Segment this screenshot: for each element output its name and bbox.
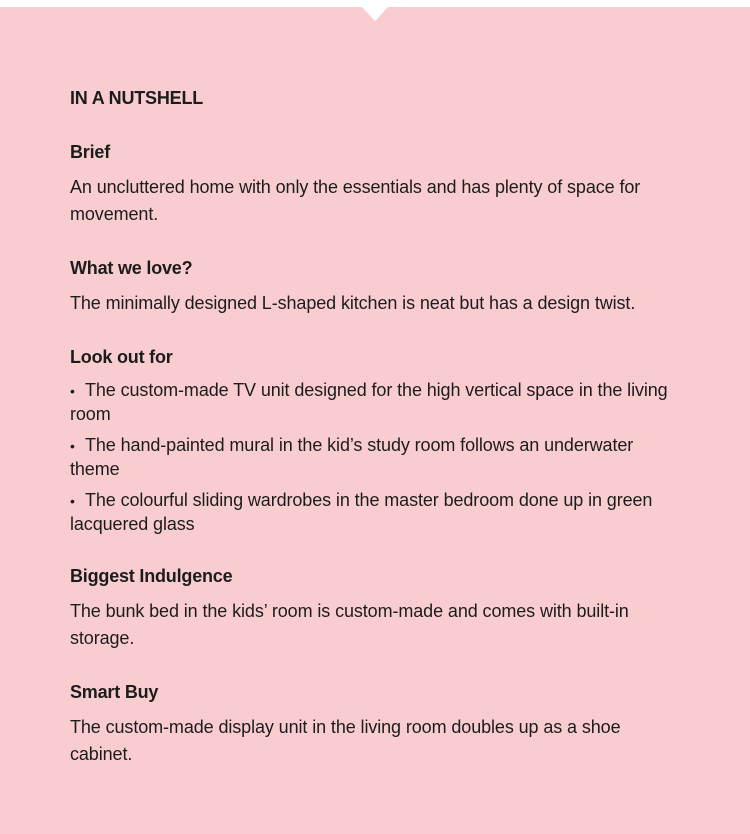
list-item-text: The custom-made TV unit designed for the high vertical space in the living room [70, 380, 668, 424]
bullet-icon: • [70, 438, 75, 454]
smart-buy-title: Smart Buy [70, 682, 159, 702]
look-out-for-section [70, 346, 680, 536]
biggest-indulgence-section [70, 565, 680, 652]
pointer-notch [362, 7, 388, 21]
section-heading: IN A NUTSHELL [70, 88, 204, 108]
what-we-love-body: The minimally designed L-shaped kitchen is neat but has a design twist. [70, 293, 636, 313]
brief-section [70, 141, 680, 228]
nutshell-content [70, 87, 680, 797]
what-we-love-title: What we love? [70, 258, 193, 278]
look-out-for-title: Look out for [70, 347, 173, 367]
list-item [70, 434, 680, 481]
biggest-indulgence-body: The bunk bed in the kids’ room is custom-made and comes with built-in storage. [70, 601, 629, 648]
biggest-indulgence-title: Biggest Indulgence [70, 566, 233, 586]
list-item-text: The hand-painted mural in the kid’s study room follows an underwater theme [70, 435, 634, 479]
brief-title: Brief [70, 142, 111, 162]
list-item-text: The colourful sliding wardrobes in the master bedroom done up in green lacquered glass [70, 490, 653, 534]
bullet-icon: • [70, 493, 75, 509]
brief-body: An uncluttered home with only the essentials and has plenty of space for movement. [70, 177, 641, 224]
list-item [70, 489, 680, 536]
look-out-for-list [70, 379, 680, 536]
smart-buy-section [70, 681, 680, 768]
smart-buy-body: The custom-made display unit in the living room doubles up as a shoe cabinet. [70, 717, 621, 764]
what-we-love-section [70, 257, 680, 317]
list-item [70, 379, 680, 426]
bullet-icon: • [70, 383, 75, 399]
